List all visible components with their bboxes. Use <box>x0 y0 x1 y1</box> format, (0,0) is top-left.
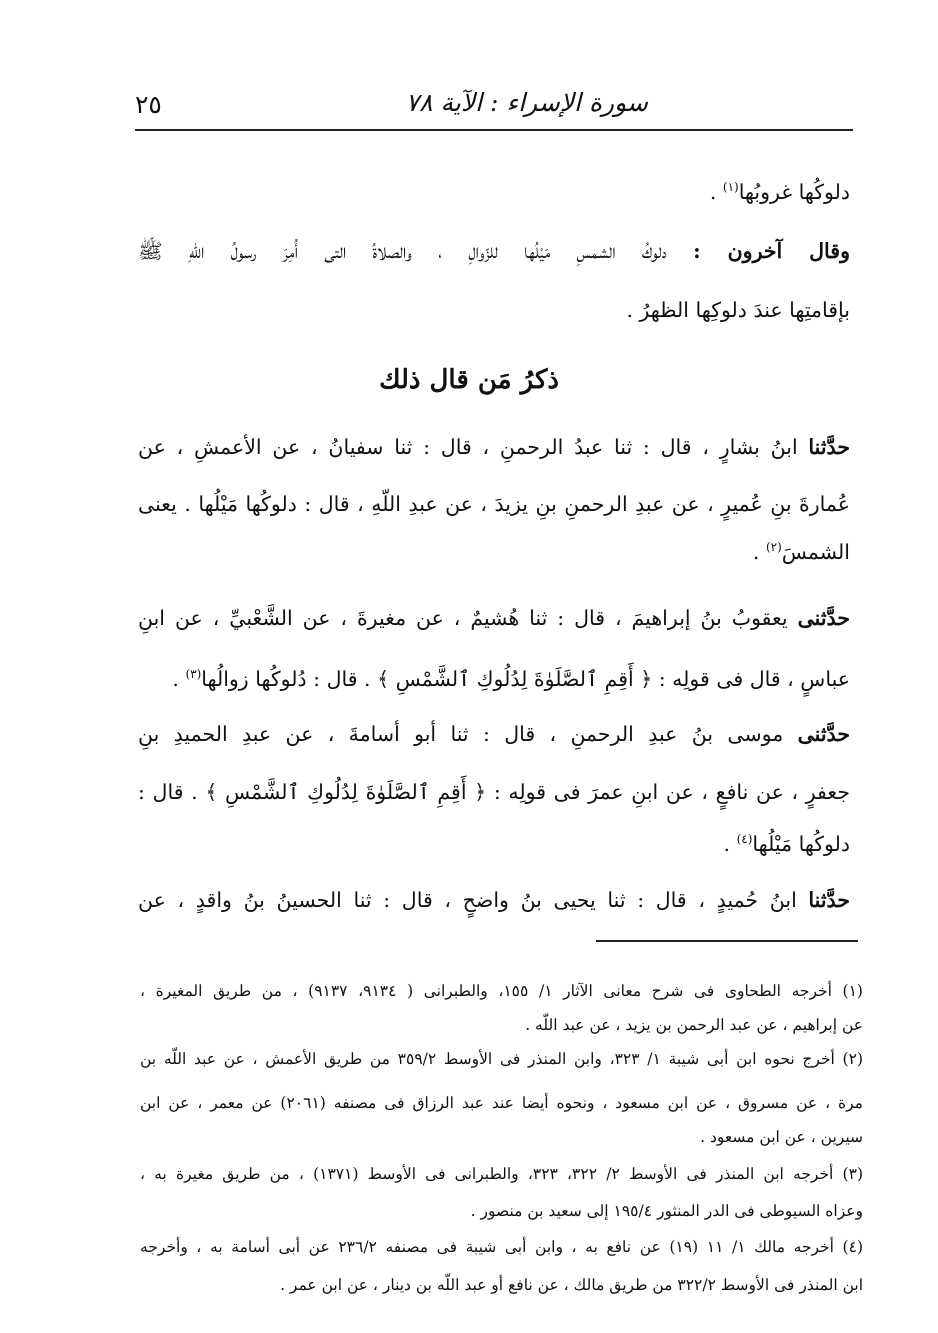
text-line: عُمارةَ بنِ عُميرٍ ، عن عبدِ الرحمنِ بنِ يزيدَ ، عن عبدِ اللّهِ ، قال : دلوكُها مَيْلُها . يعنى <box>138 492 850 516</box>
text-line: حدَّثنا ابنُ بشارٍ ، قال : ثنا عبدُ الرحمنِ ، قال : ثنا سفيانُ ، عن الأعمشِ ، عن <box>138 435 850 459</box>
surah-title: سورة الإسراء : الآية ٧٨ <box>405 88 648 117</box>
text-line: حدَّثنا ابنُ حُميدٍ ، قال : ثنا يحيى بنُ واضحٍ ، قال : ثنا الحسينُ بنُ واقدٍ ، عن <box>138 888 850 912</box>
footnote-line: عن إبراهيم ، عن عبد الرحمن بن يزيد ، عن عبد اللّه . <box>525 1016 863 1034</box>
footnote-line: (١) أخرجه الطحاوى فى شرح معانى الآثار ١/ ١٥٥، والطبرانى ( ٩١٣٤، ٩١٣٧) ، من طريق المغيرة ، <box>140 982 863 1000</box>
text-line: الشمسَ$^{(٢)}$ . <box>752 539 850 564</box>
running-header <box>135 88 853 128</box>
footnote-marker: (٣) <box>185 667 202 681</box>
section-heading: ذكرُ مَن قال ذلك <box>379 365 559 395</box>
text-line: دلوكُها مَيْلُها$^{(٤)}$ . <box>723 831 850 856</box>
footnote-line: ابن المنذر فى الأوسط ٣٢٢/٢ من طريق مالك ، عن نافع أو عبد اللّه بن دينار ، عن ابن عمر . <box>280 1276 863 1294</box>
footnote-line: (٣) أخرجه ابن المنذر فى الأوسط ٢/ ٣٢٢، ٣٢٣، والطبرانى فى الأوسط (١٣٧١) ، من طريق مغيرة به ، <box>140 1165 863 1183</box>
text-line: حدَّثنى موسى بنُ عبدِ الرحمنِ ، قال : ثنا أبو أسامةَ ، عن عبدِ الحميدِ بنِ <box>138 722 850 746</box>
footnote-line: مرة ، عن مسروق ، عن ابن مسعود ، ونحوه أيضا عند عبد الرزاق فى مصنفه (٢٠٦١) عن معمر ، عن ابن <box>140 1094 863 1112</box>
text-line: بإقامتِها عندَ دلوكِها الظهرُ . <box>626 298 850 322</box>
text-line: جعفرٍ ، عن نافعٍ ، عن ابنِ عمرَ فى قولِه : ﴿ أَقِمِ ٱلصَّلَوٰةَ لِدُلُوكِ ٱلشَّمْسِ ﴾ . قال : <box>138 780 850 804</box>
footnote-marker: (٤) <box>736 832 753 846</box>
footnote-line: سيرين ، عن ابن مسعود . <box>700 1128 863 1146</box>
footnote-marker: (٢) <box>765 540 782 554</box>
text-line: عباسٍ ، قال فى قولِه : ﴿ أَقِمِ ٱلصَّلَوٰةَ لِدُلُوكِ ٱلشَّمْسِ ﴾ . قال : دُلوكُها زوالُها$^{(٣)}$ . <box>172 666 850 691</box>
footnote-line: (٤) أخرجه مالك ١/ ١١ (١٩) عن نافع به ، وابن أبى شيبة فى مصنفه ٢٣٦/٢ عن أبى أسامة به ، وأخرجه <box>140 1238 863 1256</box>
footnote-line: (٢) أخرج نحوه ابن أبى شيبة ١/ ٣٢٣، وابن المنذر فى الأوسط ٣٥٩/٢ من طريق الأعمش ، عن عبد اللّه بن <box>140 1050 863 1068</box>
text-line: دلوكُها غروبُها$^{(١)}$ . <box>709 179 850 204</box>
text-line: حدَّثنى يعقوبُ بنُ إبراهيمَ ، قال : ثنا هُشيمٌ ، عن مغيرةَ ، عن الشَّعْبيِّ ، عن ابنِ <box>138 606 850 630</box>
header-rule <box>135 129 853 131</box>
footnote-rule <box>596 940 858 942</box>
footnote-line: وعزاه السيوطى فى الدر المنثور ١٩٥/٤ إلى سعيد بن منصور . <box>470 1202 863 1220</box>
page-number: ٢٥ <box>135 90 162 119</box>
text-line: وقال آخرون : دلوكُ الشمسِ مَيْلُها للزّوالِ ، والصلاةُ التى أُمِرَ رسولُ اللّهِ ﷺ <box>138 239 850 263</box>
footnote-marker: (١) <box>722 180 739 194</box>
